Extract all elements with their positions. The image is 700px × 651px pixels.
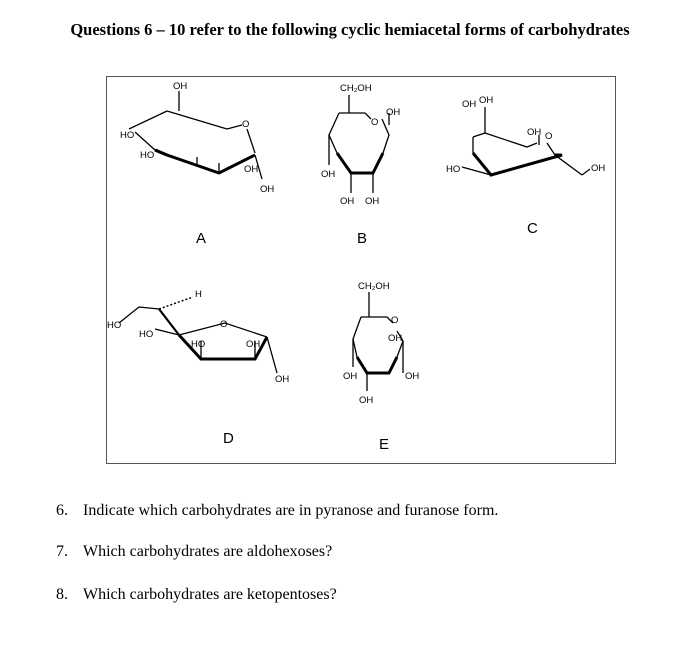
structure-b-label: O — [371, 117, 379, 128]
structure-c-letter: C — [527, 220, 538, 237]
question-text: Which carbohydrates are aldohexoses? — [83, 543, 333, 560]
structure-d-label: HO — [139, 329, 154, 340]
structure-c-label: OH — [479, 95, 494, 106]
structure-c-label: OH — [591, 163, 606, 174]
structure-a-label: HO — [140, 150, 155, 161]
structure-e-letter: E — [379, 436, 390, 453]
structure-e-label: O — [391, 315, 399, 326]
structure-b-letter: B — [357, 230, 368, 247]
structure-a-label: OH — [244, 164, 259, 175]
structure-b-label: OH — [365, 196, 380, 207]
structure-b-label: OH — [321, 169, 336, 180]
question-text: Which carbohydrates are ketopentoses? — [83, 586, 337, 603]
question-7 — [56, 543, 332, 561]
structure-d-label: OH — [246, 339, 261, 350]
structure-c-label: OH — [462, 99, 477, 110]
structure-a-label: O — [242, 119, 250, 130]
structure-a-letter: A — [196, 230, 207, 247]
structure-b-label: OH — [340, 196, 355, 207]
structure-e — [343, 281, 419, 453]
structure-a-label: HO — [120, 130, 135, 141]
question-number: 6. — [56, 502, 68, 519]
structure-d — [107, 289, 289, 447]
structure-a-label: OH — [260, 184, 275, 195]
structure-c — [446, 95, 605, 237]
structures-figure — [106, 76, 616, 464]
structure-d-letter: D — [223, 430, 234, 447]
structure-e-label: OH — [343, 371, 358, 382]
question-number: 8. — [56, 586, 68, 603]
structure-c-label: O — [545, 131, 553, 142]
structure-e-label: OH — [359, 395, 374, 406]
structure-c-label: OH — [527, 127, 542, 138]
structure-e-label: OH — [405, 371, 420, 382]
page-heading: Questions 6 – 10 refer to the following cyclic hemiacetal forms of carbohydrates — [70, 20, 630, 39]
question-text: Indicate which carbohydrates are in pyranose and furanose form. — [83, 502, 499, 519]
structure-a-label: OH — [173, 81, 188, 92]
structure-c-label: HO — [446, 164, 461, 175]
structure-d-label: O — [220, 319, 228, 330]
structure-b-label: CH₂OH — [340, 83, 372, 94]
structure-e-label: OH — [388, 333, 403, 344]
structure-d-label: HO — [107, 320, 122, 331]
structure-b — [321, 83, 400, 247]
question-number: 7. — [56, 543, 68, 560]
structure-b-label: OH — [386, 107, 401, 118]
structure-a — [120, 81, 274, 247]
structure-d-label: OH — [275, 374, 290, 385]
structures-drawing — [107, 77, 617, 465]
structure-d-label: HO — [191, 339, 206, 350]
structure-e-label: CH₂OH — [358, 281, 390, 292]
question-8 — [56, 586, 337, 604]
question-6 — [56, 502, 498, 520]
structure-d-label: H — [195, 289, 202, 300]
